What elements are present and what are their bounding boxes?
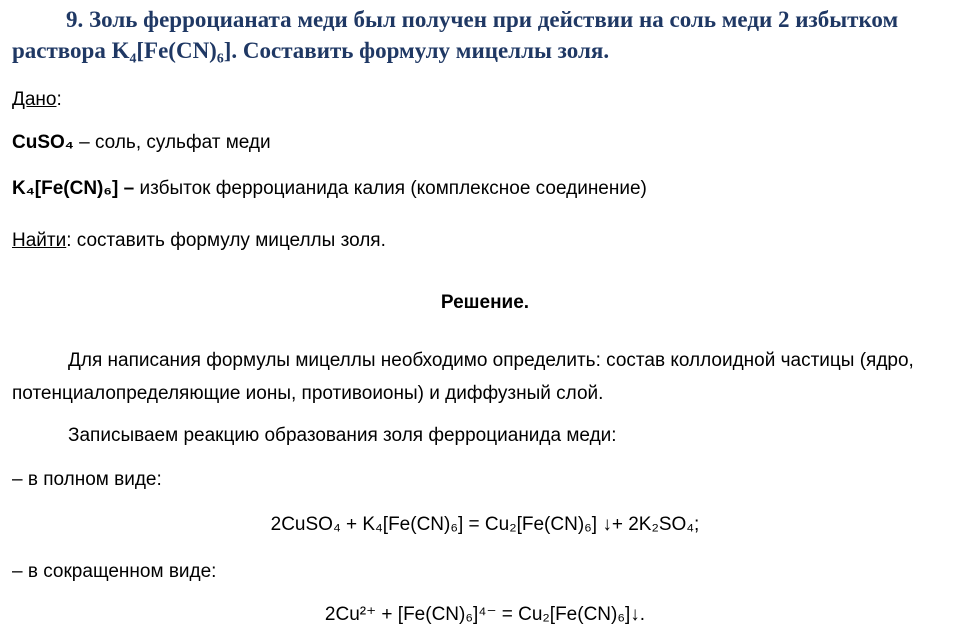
find-text: : составить формулу мицеллы золя. bbox=[66, 230, 386, 251]
paragraph-reaction-intro: Записываем реакцию образования золя ферроцианида меди: bbox=[68, 425, 617, 446]
paragraph-micelle-composition bbox=[12, 344, 942, 410]
given-item-desc: избыток ферроцианида калия (комплексное соединение) bbox=[134, 178, 647, 199]
full-form-equation: 2CuSO₄ + K₄[Fe(CN)₆] = Cu₂[Fe(CN)₆] ↓+ 2K₂SO₄; bbox=[270, 514, 700, 535]
given-item-formula: CuSO₄ bbox=[12, 132, 74, 153]
short-form-label: – в сокращенном виде: bbox=[12, 561, 217, 582]
find-label: Найти bbox=[12, 230, 67, 251]
problem-title bbox=[12, 4, 962, 66]
given-line bbox=[12, 88, 62, 112]
given-item-formula: K₄[Fe(CN)₆] – bbox=[12, 178, 135, 199]
given-label: Дано bbox=[12, 89, 57, 110]
full-form-label: – в полном виде: bbox=[12, 469, 162, 490]
paragraph-text: Для написания формулы мицеллы необходимо определить: состав коллоидной частицы (ядро, потенциалопределяющие ионы, противоионы) и диффузный слой. bbox=[12, 350, 914, 404]
given-colon: : bbox=[56, 89, 62, 110]
given-item-desc: – соль, сульфат меди bbox=[73, 132, 271, 153]
solution-heading: Решение. bbox=[440, 292, 530, 313]
given-item-k4fecn6 bbox=[12, 177, 647, 201]
problem-title-text: 9. Золь ферроцианата меди был получен при действии на соль меди 2 избытком раствора K₄[Fe(CN)₆]. Составить формулу мицеллы золя. bbox=[12, 7, 899, 63]
given-item-cuso4 bbox=[12, 131, 271, 155]
find-line bbox=[12, 229, 386, 253]
short-form-equation: 2Cu²⁺ + [Fe(CN)₆]⁴⁻ = Cu₂[Fe(CN)₆]↓. bbox=[324, 604, 646, 625]
